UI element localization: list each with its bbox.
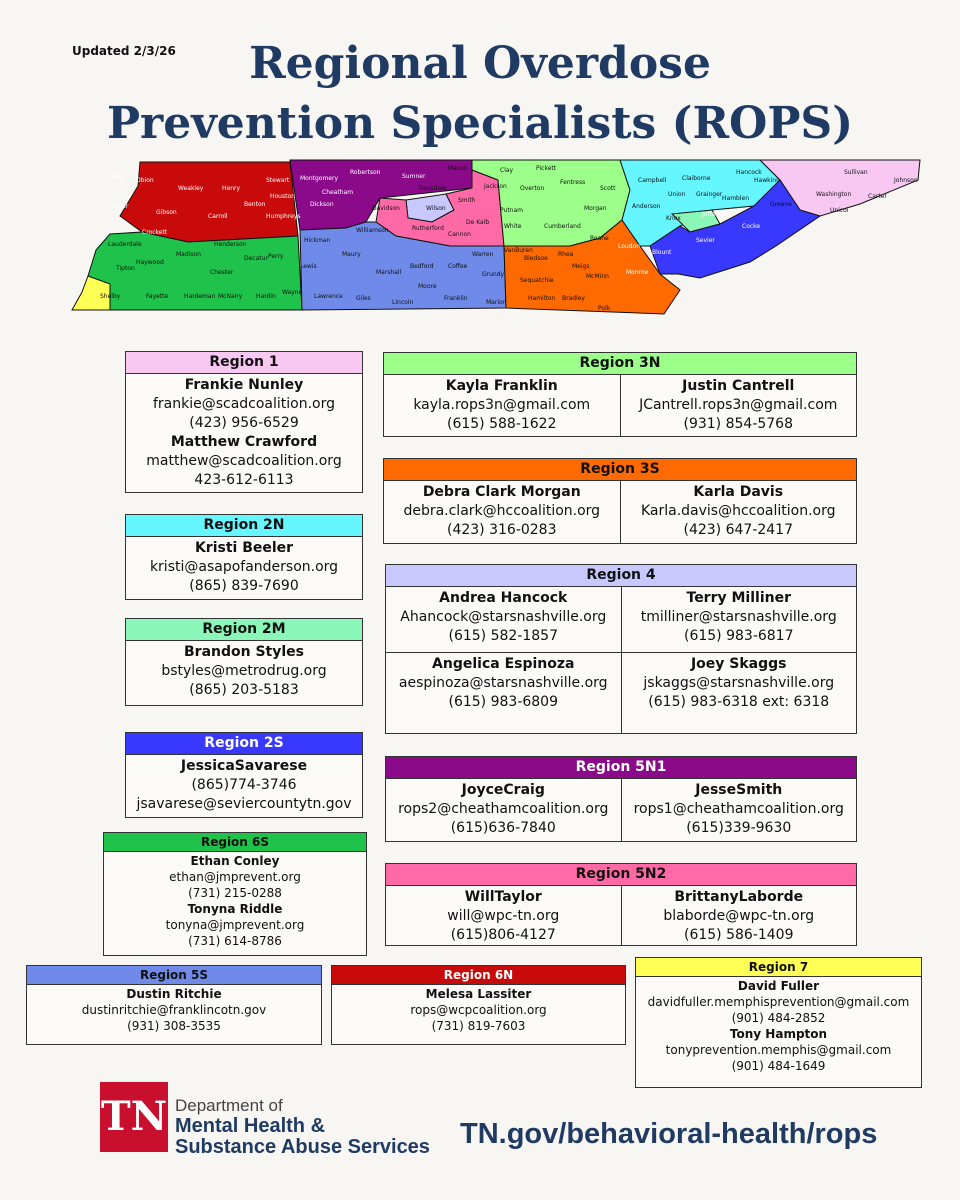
county-label: McMinn [586,273,609,280]
county-label: Trousdale [418,185,447,192]
contact-email[interactable]: Ahancock@starsnashville.org [400,609,607,625]
region-3s-box [383,458,857,544]
contact-phone: (423) 316-0283 [447,522,557,538]
region-header: Region 2S [126,733,362,755]
region-header: Region 3N [384,353,856,375]
county-label: Benton [244,201,266,208]
contact-email[interactable]: tmilliner@starsnashville.org [640,609,837,625]
county-label: Claiborne [682,175,711,182]
contact-name: Frankie Nunley [184,377,304,393]
county-label: Sumner [402,173,426,180]
county-label: Washington [816,191,852,198]
contact-name: Tony Hampton [729,1027,828,1041]
county-label: Giles [356,295,371,302]
county-label: Humphreys [266,213,301,220]
contact-phone: (615) 586-1409 [684,927,794,943]
contact-name: Melesa Lassiter [425,987,532,1001]
contact-name: Debra Clark Morgan [422,484,581,500]
contact-phone: (865) 839-7690 [189,578,299,594]
region-6s-box [103,832,367,956]
county-label: Perry [268,253,284,260]
county-label: Hamblen [722,195,750,202]
contact-email[interactable]: rops1@cheathamcoalition.org [633,801,844,817]
county-label: Crockett [142,229,168,236]
contact-name: Brandon Styles [184,644,304,660]
county-label: Jefferson [702,211,729,218]
region-3n-box [383,352,857,437]
contact-phone: (615) 582-1857 [448,628,558,644]
region-2n-box [125,514,363,600]
county-label: Williamson [356,227,389,234]
page-title-line-1: Regional Overdose [249,38,711,89]
contact-phone: (865)774-3746 [191,777,297,793]
updated-date: Updated 2/3/26 [72,44,176,58]
county-label: Bledsoe [524,255,548,262]
contact-phone: (615) 588-1622 [447,416,557,432]
contact-phone: (731) 614-8786 [188,934,282,948]
county-label: Overton [520,185,545,192]
county-label: Blount [652,249,672,256]
county-label: Wayne [282,289,303,296]
county-label: Hawkins [754,177,780,184]
department-line-2: Mental Health & [175,1115,326,1137]
contact-name: Angelica Espinoza [432,656,575,672]
county-label: Jackson [484,183,507,190]
region-header: Region 5N1 [386,757,856,779]
county-label: Rutherford [412,225,444,232]
county-label: Dickson [310,201,334,208]
region-header: Region 1 [126,352,362,374]
region-6n-box [331,965,626,1045]
page-title-line-2: Prevention Specialists (ROPS) [106,98,854,149]
contact-email[interactable]: jsavarese@seviercountytn.gov [136,796,352,812]
county-label: Loudon [618,243,640,250]
county-label: Grainger [696,191,723,198]
county-label: Maury [342,251,361,258]
contact-name: Ethan Conley [190,854,280,868]
county-label: Stewart [266,177,290,184]
county-label: Roane [590,235,609,242]
county-label: Tipton [116,265,135,272]
contact-name: JessicaSavarese [180,758,308,774]
county-label: Marion [486,299,507,306]
contact-phone: (423) 956-6529 [189,415,299,431]
county-label: Houston [270,193,295,200]
county-label: Montgomery [300,175,339,182]
contact-email[interactable]: aespinoza@starsnashville.org [398,675,608,691]
county-label: Lauderdale [108,241,142,248]
region-4-box [385,564,857,734]
contact-email[interactable]: debra.clark@hccoalition.org [403,503,601,519]
region-5s-box [26,965,322,1045]
county-label: Robertson [350,169,381,176]
county-label: Henderson [214,241,247,248]
county-label: Carroll [208,213,228,220]
contact-name: Joey Skaggs [690,656,787,672]
county-label: VanBuren [504,247,533,254]
region-header: Region 3S [384,459,856,481]
county-label: Madison [176,251,201,258]
county-label: Morgan [584,205,607,212]
contact-name: David Fuller [737,979,820,993]
county-label: Henry [222,185,241,192]
region-header: Region 5N2 [386,864,856,886]
region-header: Region 6N [332,966,625,985]
department-line-1: Department of [175,1096,283,1115]
region-1-box [125,351,363,493]
county-label: Shelby [100,293,121,300]
county-label: Chester [210,269,234,276]
contact-email[interactable]: rops@wcpcoalition.org [410,1003,547,1017]
contact-phone: (901) 484-2852 [731,1011,826,1025]
county-label: Scott [600,185,616,192]
contact-name: Dustin Ritchie [126,987,222,1001]
county-label: Sequatchie [520,277,554,284]
contact-email[interactable]: tonyna@jmprevent.org [165,918,305,932]
contact-phone: (615)339-9630 [686,820,792,836]
region-5n2-box [385,863,857,946]
county-label: Greene [770,201,792,208]
contact-phone: (423) 647-2417 [683,522,793,538]
county-label: Campbell [638,177,667,184]
contact-email[interactable]: bstyles@metrodrug.org [161,663,327,679]
region-header: Region 2N [126,515,362,537]
department-line-3: Substance Abuse Services [175,1136,430,1158]
county-label: Clay [500,167,514,174]
region-header: Region 2M [126,619,362,641]
contact-name: Tonyna Riddle [187,902,283,916]
contact-phone: (615) 983-6809 [448,694,558,710]
county-label: Hardin [256,293,276,300]
contact-email[interactable]: Karla.davis@hccoalition.org [640,503,836,519]
county-label: Fentress [560,179,586,186]
contact-name: Kayla Franklin [445,378,558,394]
contact-name: Kristi Beeler [194,540,294,556]
contact-phone: (865) 203-5183 [189,682,299,698]
tn-logo-badge: TN [100,1082,168,1152]
contact-name: Justin Cantrell [682,378,795,394]
contact-phone: (615)636-7840 [450,820,556,836]
county-label: Coffee [448,263,468,270]
website-link[interactable]: TN.gov/behavioral-health/rops [460,1118,878,1150]
county-label: Fayette [146,293,169,300]
county-label: Bradley [562,295,585,302]
county-label: Putnam [500,207,523,214]
contact-phone: (931) 308-3535 [127,1019,221,1033]
county-label: McNairy [218,293,243,300]
region-2m-box [125,618,363,706]
region-header: Region 5S [27,966,321,985]
county-label: Knox [666,215,681,222]
contact-name: Karla Davis [693,484,784,500]
county-label: Weakley [178,185,204,192]
county-label: Cocke [742,223,761,230]
county-label: Hardeman [184,293,216,300]
county-label: Sullivan [844,169,868,176]
contact-phone: (731) 215-0288 [188,886,282,900]
contact-email[interactable]: will@wpc-tn.org [447,908,560,924]
county-label: Hamilton [528,295,556,302]
county-label: Cannon [448,231,471,238]
county-label: Hickman [304,237,331,244]
tennessee-region-map [60,150,930,328]
contact-email[interactable]: tonyprevention.memphis@gmail.com [665,1043,892,1057]
county-label: Pickett [536,165,557,172]
county-label: Obion [136,177,154,184]
county-label: Meigs [572,263,590,270]
region-header: Region 7 [636,958,921,977]
contact-phone: (931) 854-5768 [683,416,793,432]
county-label: Lake [108,173,122,180]
contact-name: WillTaylor [464,889,542,905]
contact-email[interactable]: dustinritchie@franklincotn.gov [81,1003,267,1017]
contact-phone: (615)806-4127 [450,927,556,943]
contact-email[interactable]: kayla.rops3n@gmail.com [413,397,591,413]
county-label: Haywood [136,259,164,266]
contact-email[interactable]: kristi@asapofanderson.org [149,559,339,575]
county-label: White [504,223,522,230]
contact-name: JesseSmith [695,782,783,798]
county-label: Sevier [696,237,715,244]
contact-email[interactable]: matthew@scadcoalition.org [146,453,342,469]
county-label: Macon [448,165,468,172]
contact-name: BrittanyLaborde [674,889,804,905]
county-label: Monroe [626,269,649,276]
county-label: Lawrence [314,293,343,300]
county-label: Johnson [894,177,918,184]
contact-phone: (901) 484-1649 [731,1059,826,1073]
region-header: Region 6S [104,833,366,852]
region-5n1-box [385,756,857,842]
contact-email[interactable]: blaborde@wpc-tn.org [663,908,815,924]
county-label: Polk [598,305,611,312]
county-label: Grundy [482,271,505,278]
county-label: Dyer [114,203,129,210]
contact-email[interactable]: davidfuller.memphisprevention@gmail.com [647,995,910,1009]
region-2s-box [125,732,363,818]
contact-name: Andrea Hancock [439,590,568,606]
region-7-box [635,957,922,1088]
contact-email[interactable]: JCantrell.rops3n@gmail.com [639,397,838,413]
contact-name: Terry Milliner [686,590,791,606]
county-label: Lincoln [392,299,414,306]
county-label: Wilson [426,205,446,212]
county-label: Gibson [156,209,177,216]
contact-email[interactable]: frankie@scadcoalition.org [152,396,336,412]
contact-phone: (731) 819-7603 [431,1019,526,1033]
region-header: Region 4 [386,565,856,587]
county-label: Lewis [300,263,317,270]
county-label: Carter [868,193,887,200]
county-label: Warren [472,251,494,258]
county-label: Union [668,191,686,198]
contact-phone: (615) 983-6817 [684,628,794,644]
contact-name: Matthew Crawford [170,434,318,450]
contact-email[interactable]: jskaggs@starsnashville.org [643,675,835,691]
county-label: Cumberland [544,223,581,230]
county-label: Bedford [410,263,434,270]
county-label: Decatur [244,255,268,262]
county-label: Moore [418,283,437,290]
county-label: Cheatham [322,189,354,196]
contact-email[interactable]: rops2@cheathamcoalition.org [398,801,609,817]
county-label: Franklin [444,295,468,302]
county-label: Hancock [736,169,762,176]
county-label: Rhea [558,251,574,258]
county-label: Smith [458,197,476,204]
county-label: De Kalb [466,219,490,226]
contact-phone: 423-612-6113 [194,472,294,488]
contact-email[interactable]: ethan@jmprevent.org [169,870,301,884]
county-label: Unicoi [830,207,849,214]
contact-name: JoyceCraig [461,782,545,798]
county-label: Marshall [376,269,402,276]
contact-phone: (615) 983-6318 ext: 6318 [648,694,830,710]
county-label: Davidson [372,205,400,212]
county-label: Anderson [632,203,661,210]
